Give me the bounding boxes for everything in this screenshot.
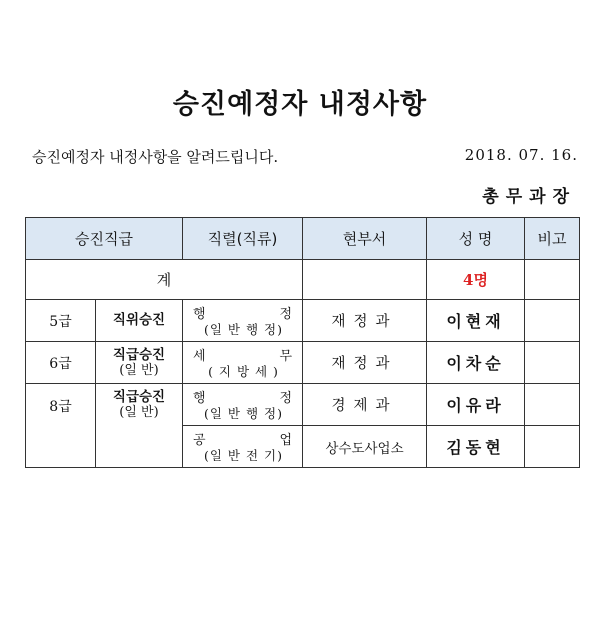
total-row (26, 260, 580, 300)
grade-cell: 5급 (26, 300, 96, 342)
intro-text: 승진예정자 내정사항을 알려드립니다. (32, 148, 279, 166)
name-cell: 이유라 (427, 384, 525, 426)
note-cell (525, 384, 580, 426)
series-top-right: 정 (279, 390, 292, 406)
grade-cell: 6급 (26, 342, 96, 384)
promotion-type: 직급승진 (112, 346, 166, 363)
name-cell: 이현재 (427, 300, 525, 342)
grade-cell: 8급 (26, 384, 96, 468)
department-cell: 재정과 (303, 300, 427, 342)
series-detail: (일 반 전 기) (204, 447, 283, 463)
document-title: 승진예정자 내정사항 (172, 89, 428, 120)
department-cell: 재정과 (303, 342, 427, 384)
table-row (26, 342, 580, 384)
header-series: 직렬(직류) (183, 218, 303, 260)
series-cell (183, 426, 303, 468)
header-name: 성 명 (427, 218, 525, 260)
series-detail: ( 지 방 세 ) (208, 363, 279, 379)
total-blank (303, 260, 427, 300)
series-detail: (일 반 행 정) (204, 405, 283, 421)
note-cell (525, 426, 580, 468)
header-grade: 승진직급 (26, 218, 183, 260)
promotion-table (25, 217, 580, 468)
series-top-right: 무 (279, 348, 292, 364)
series-cell (183, 342, 303, 384)
promotion-type-sub: (일 반) (119, 405, 159, 420)
series-top-left: 공 (193, 432, 206, 448)
table-header-row (26, 218, 580, 260)
series-top-left: 행 (193, 306, 206, 322)
promotion-type-sub: (일 반) (119, 362, 159, 378)
series-cell (183, 384, 303, 426)
note-cell (525, 342, 580, 384)
table-row (26, 300, 580, 342)
promotion-type-cell (96, 342, 183, 384)
series-top-right: 정 (279, 306, 292, 322)
series-top-left: 세 (193, 348, 206, 364)
series-detail: (일 반 행 정) (204, 321, 283, 337)
name-cell: 이차순 (427, 342, 525, 384)
issuing-department: 총무과장 (482, 187, 576, 207)
promotion-type: 직급승진 (112, 389, 166, 405)
series-cell (183, 300, 303, 342)
promotion-type-cell (96, 300, 183, 342)
department-cell: 경제과 (303, 384, 427, 426)
series-top-right: 업 (279, 432, 292, 448)
promotion-type: 직위승진 (112, 312, 166, 328)
total-note (525, 260, 580, 300)
total-label: 계 (26, 260, 303, 300)
note-cell (525, 300, 580, 342)
header-note: 비고 (525, 218, 580, 260)
series-top-left: 행 (193, 390, 206, 406)
total-count: 4명 (427, 260, 525, 300)
header-department: 현부서 (303, 218, 427, 260)
document-date: 2018. 07. 16. (464, 146, 578, 164)
table-row (26, 384, 580, 426)
name-cell: 김동현 (427, 426, 525, 468)
promotion-type-cell (96, 384, 183, 468)
department-cell: 상수도사업소 (303, 426, 427, 468)
